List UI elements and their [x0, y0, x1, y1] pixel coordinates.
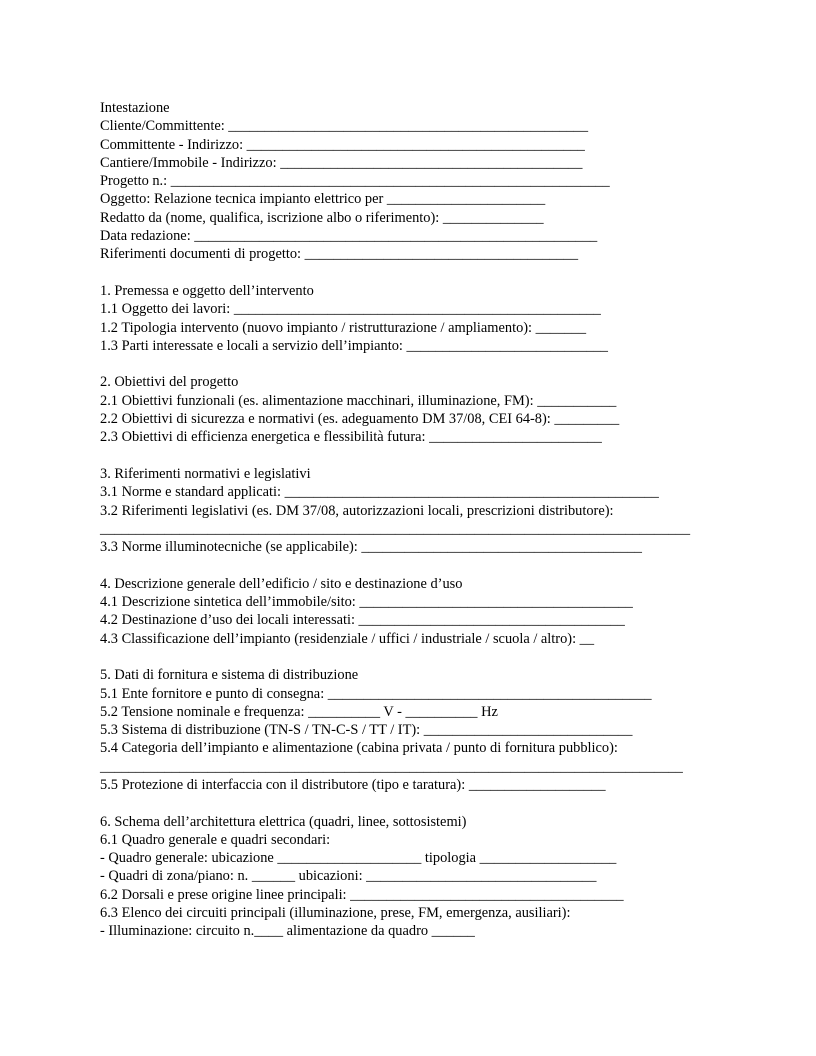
text-line: Intestazione [100, 100, 170, 116]
document-page [100, 99, 720, 941]
text-line: 4.3 Classificazione dell’impianto (residenziale / uffici / industriale / scuola / altro): __ [100, 630, 595, 647]
text-line: 3. Riferimenti normativi e legislativi [100, 465, 311, 482]
text-line: 1.2 Tipologia intervento (nuovo impianto / ristrutturazione / ampliamento): _______ [100, 319, 587, 336]
blank-line [100, 447, 720, 465]
text-line: 5.5 Protezione di interfaccia con il distributore (tipo e taratura): ___________________ [100, 776, 606, 793]
text-line: 1. Premessa e oggetto dell’intervento [100, 282, 314, 299]
text-line: 3.2 Riferimenti legislativi (es. DM 37/08, autorizzazioni locali, prescrizioni distributore): [100, 502, 614, 519]
text-line: 2.2 Obiettivi di sicurezza e normativi (es. adeguamento DM 37/08, CEI 64-8): _________ [100, 411, 620, 428]
blank-line [100, 355, 720, 373]
text-line: - Quadro generale: ubicazione ____________________ tipologia ___________________ [100, 850, 617, 867]
text-line: 5.3 Sistema di distribuzione (TN-S / TN-C-S / TT / IT): _____________________________ [100, 722, 633, 739]
text-line: Redatto da (nome, qualifica, iscrizione albo o riferimento): ______________ [100, 209, 544, 226]
text-line: 4.2 Destinazione d’uso dei locali interessati: _____________________________________ [100, 612, 625, 629]
text-line: 2.1 Obiettivi funzionali (es. alimentazione macchinari, illuminazione, FM): ___________ [100, 392, 617, 409]
text-line: 6.1 Quadro generale e quadri secondari: [100, 831, 331, 848]
text-line: 1.3 Parti interessate e locali a servizio dell’impianto: ____________________________ [100, 337, 608, 354]
text-line: __________________________________________________________________________________ [100, 520, 691, 537]
text-line: Data redazione: ________________________________________________________ [100, 228, 598, 245]
text-line: 5.4 Categoria dell’impianto e alimentazione (cabina privata / punto di fornitura pubblico): [100, 740, 618, 757]
text-line: _________________________________________________________________________________ [100, 758, 683, 775]
text-line: 6. Schema dell’architettura elettrica (quadri, linee, sottosistemi) [100, 813, 467, 830]
blank-line [100, 648, 720, 666]
text-line: 5.1 Ente fornitore e punto di consegna: _____________________________________________ [100, 685, 652, 702]
text-line: Progetto n.: _____________________________________________________________ [100, 173, 610, 190]
text-line: Cliente/Committente: __________________________________________________ [100, 118, 589, 135]
text-line: 4. Descrizione generale dell’edificio / sito e destinazione d’uso [100, 575, 463, 592]
text-line: 5.2 Tensione nominale e frequenza: __________ V - __________ Hz [100, 703, 498, 720]
blank-line [100, 264, 720, 282]
text-line: Oggetto: Relazione tecnica impianto elettrico per ______________________ [100, 191, 546, 208]
text-line: 2.3 Obiettivi di efficienza energetica e flessibilità futura: ________________________ [100, 429, 602, 446]
text-line: Committente - Indirizzo: _______________________________________________ [100, 136, 585, 153]
text-line: 3.1 Norme e standard applicati: ____________________________________________________ [100, 484, 659, 501]
text-line: 5. Dati di fornitura e sistema di distribuzione [100, 667, 359, 684]
text-line: - Quadri di zona/piano: n. ______ ubicazioni: ________________________________ [100, 868, 597, 885]
text-line: Cantiere/Immobile - Indirizzo: __________________________________________ [100, 154, 583, 171]
text-line: 4.1 Descrizione sintetica dell’immobile/sito: ______________________________________ [100, 594, 633, 611]
text-line: 2. Obiettivi del progetto [100, 374, 239, 391]
text-line: 6.2 Dorsali e prese origine linee principali: ______________________________________ [100, 886, 624, 903]
text-line: 6.3 Elenco dei circuiti principali (illuminazione, prese, FM, emergenza, ausiliari): [100, 905, 571, 922]
text-line: - Illuminazione: circuito n.____ alimentazione da quadro ______ [100, 923, 475, 940]
blank-line [100, 556, 720, 574]
text-line: 3.3 Norme illuminotecniche (se applicabile): _______________________________________ [100, 539, 642, 556]
blank-line [100, 794, 720, 812]
text-line: 1.1 Oggetto dei lavori: ___________________________________________________ [100, 301, 601, 318]
text-line: Riferimenti documenti di progetto: ______________________________________ [100, 246, 579, 263]
